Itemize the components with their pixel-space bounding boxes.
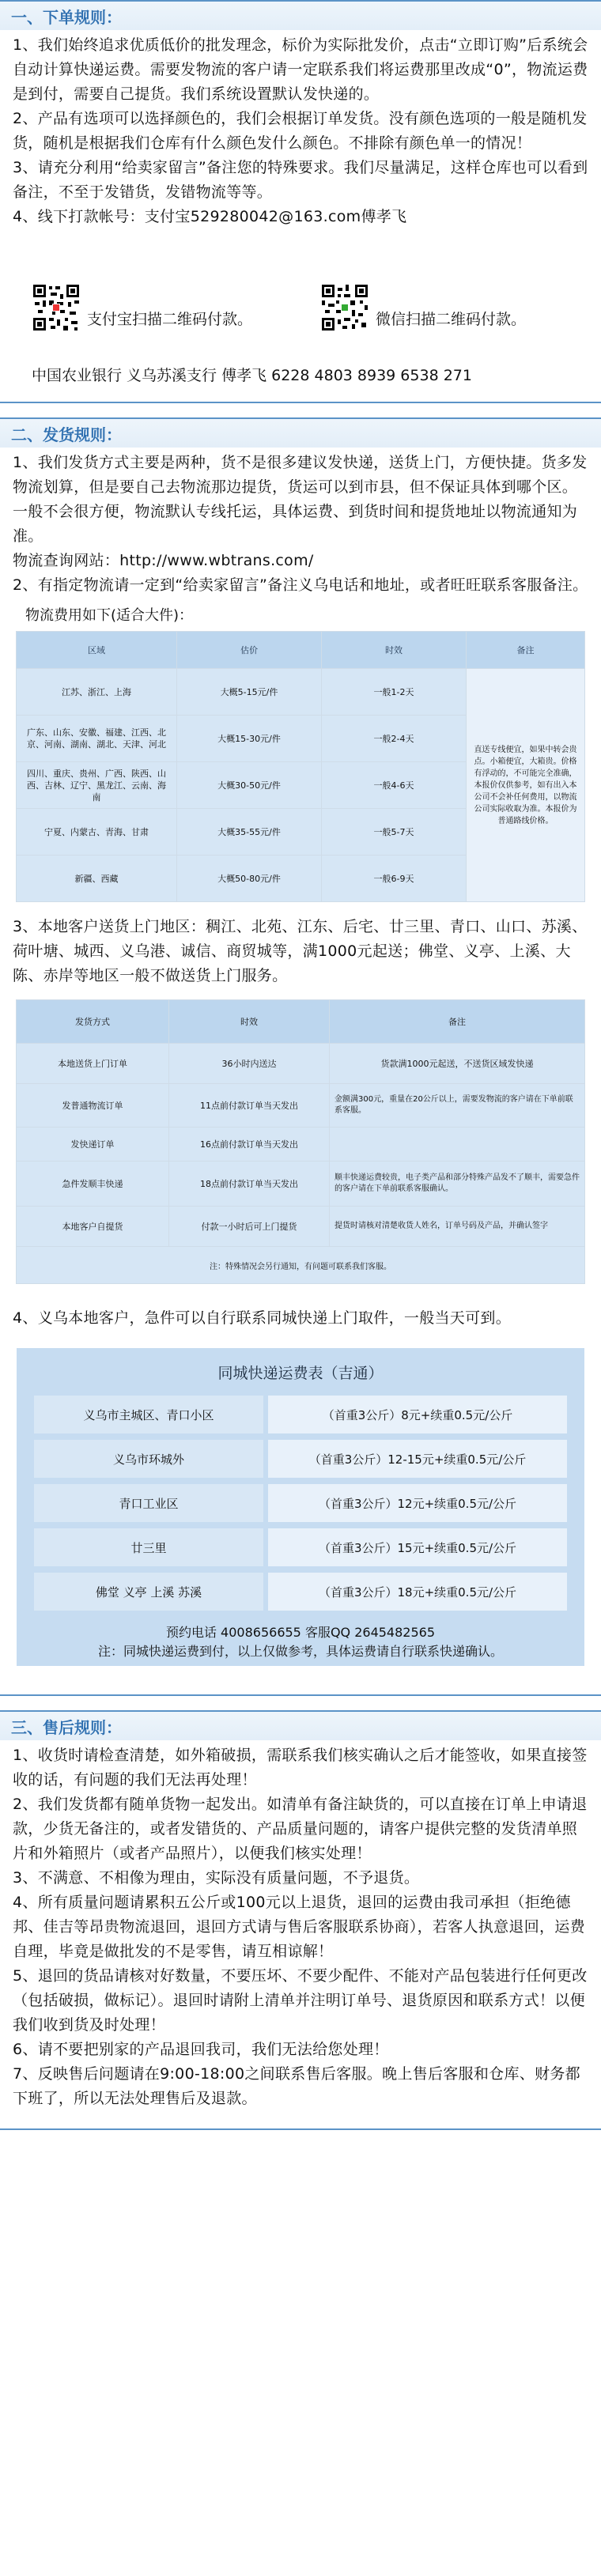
header-cell: 估价: [177, 632, 322, 669]
region-cell: 四川、重庆、贵州、广西、陕西、山西、吉林、辽宁、黑龙江、云南、海南: [17, 762, 177, 809]
price-cell: 大概35-55元/件: [177, 809, 322, 856]
table-row: [17, 1161, 585, 1207]
price-cell: 大概50-80元/件: [177, 856, 322, 902]
note-cell: 提货时请核对清楚收货人姓名，订单号码及产品，并确认签字: [330, 1207, 585, 1247]
header-cell: 时效: [169, 1000, 330, 1044]
after-sales-rule-7: 7、反映售后问题请在9:00-18:00之间联系售后客服。晚上售后客服和仓库、财务都下班了，所以无法处理售后及退款。: [13, 2065, 580, 2107]
price-cell: 大概30-50元/件: [177, 762, 322, 809]
area-cell: 义乌市主城区、青口小区: [34, 1396, 263, 1433]
table-row: [17, 1127, 585, 1161]
table-header-row: [17, 632, 585, 669]
table-row: [17, 1084, 585, 1127]
section-title: 二、发货规则：: [11, 425, 122, 444]
after-sales-rule-3: 3、不满意、不相像为理由，实际没有质量问题，不予退货。: [13, 1869, 420, 1887]
time-cell: 18点前付款订单当天发出: [169, 1161, 330, 1207]
bank-account: 中国农业银行 义乌苏溪支行 傅孝飞 6228 4803 8939 6538 271: [32, 367, 472, 384]
table-row: [34, 1528, 567, 1566]
section-after-sales-header: [0, 1710, 601, 1740]
time-cell: 一般4-6天: [322, 762, 467, 809]
price-cell: 大概15-30元/件: [177, 716, 322, 762]
after-sales-body: [0, 1740, 601, 2111]
table-row: [34, 1573, 567, 1611]
table-footer-row: [17, 1247, 585, 1284]
fee-cell: （首重3公斤）12-15元+续重0.5元/公斤: [268, 1440, 567, 1478]
section-shipping-rules-header: [0, 417, 601, 448]
alipay-qr-code-icon: [32, 283, 81, 332]
logistics-fee-caption: 物流费用如下(适合大件)：: [25, 607, 194, 624]
section-title: 三、售后规则：: [11, 1717, 122, 1737]
after-sales-rule-5: 5、退回的货品请核对好数量，不要压坏、不要少配件、不能对产品包装进行任何更改（包括破损，做标记）。退回时请附上清单并注明订单号、退货原因和联系方式！以便我们收到货及时处理！: [13, 1967, 588, 2034]
table-row: [17, 1207, 585, 1247]
after-sales-rule-1: 1、收货时请检查清楚，如外箱破损，需联系我们核实确认之后才能签收，如果直接签收的话，有问题的我们无法再处理！: [13, 1747, 588, 1788]
area-cell: 廿三里: [34, 1528, 263, 1566]
header-cell: 时效: [322, 632, 467, 669]
price-cell: 大概5-15元/件: [177, 669, 322, 716]
wechat-qr-code-icon: [320, 283, 369, 332]
note-cell: 顺丰快递运费较贵，电子类产品和部分特殊产品发不了顺丰，需要急件的客户请在下单前联系客服确认。: [330, 1161, 585, 1207]
city-express-title: 同城快递运费表（吉通）: [217, 1364, 384, 1382]
table-row: [17, 669, 585, 716]
area-cell: 佛堂 义亭 上溪 苏溪: [34, 1573, 263, 1611]
after-sales-rule-2: 2、我们发货都有随单货物一起发出。如清单有备注缺货的，可以直接在订单上申请退款，少货无备注的，或者发错货的、产品质量问题的，请客户提供完整的发货清单照片和外箱照片（或者产品照片），以便我们核实处理！: [13, 1796, 588, 1862]
order-rules-body: [0, 30, 601, 229]
after-sales-rule-6: 6、请不要把别家的产品退回我司，我们无法给您处理！: [13, 2041, 389, 2058]
city-express-footer: [17, 1617, 584, 1661]
local-delivery-text: [0, 902, 601, 988]
time-cell: 36小时内送达: [169, 1044, 330, 1084]
header-cell: 发货方式: [17, 1000, 169, 1044]
time-cell: 16点前付款订单当天发出: [169, 1127, 330, 1161]
method-cell: 急件发顺丰快递: [17, 1161, 169, 1207]
time-cell: 11点前付款订单当天发出: [169, 1084, 330, 1127]
order-rule-1: 1、我们始终追求优质低价的批发理念，标价为实际批发价，点击“立即订购”后系统会自动计算快递运费。需要发物流的客户请一定联系我们将运费那里改成“0”，物流运费是到付，需要自己提货。我们系统设置默认发快递的。: [13, 36, 588, 103]
shipping-rule-2: 2、有指定物流请一定到“给卖家留言”备注义乌电话和地址，或者旺旺联系客服备注。: [13, 576, 588, 594]
region-cell: 宁夏、内蒙古、青海、甘肃: [17, 809, 177, 856]
fee-cell: （首重3公斤）12元+续重0.5元/公斤: [268, 1484, 567, 1522]
fee-note-cell: 直送专线便宜，如果中转会贵点。小箱便宜，大箱贵。价格有浮动的，不可能完全准确，本报价仅供参考，如有出入本公司不会补任何费用，以物流公司实际收取为准。本报价为普通路线价格。: [467, 669, 585, 902]
area-cell: 青口工业区: [34, 1484, 263, 1522]
table-header-row: [17, 1000, 585, 1044]
time-cell: 一般5-7天: [322, 809, 467, 856]
method-cell: 本地客户自提货: [17, 1207, 169, 1247]
note-cell: 货款满1000元起送，不送货区域发快递: [330, 1044, 585, 1084]
fee-cell: （首重3公斤）8元+续重0.5元/公斤: [268, 1396, 567, 1433]
region-cell: 广东、山东、安徽、福建、江西、北京、河南、湖南、湖北、天津、河北: [17, 716, 177, 762]
time-cell: 一般2-4天: [322, 716, 467, 762]
region-cell: 江苏、浙江、上海: [17, 669, 177, 716]
shipping-rule-3: 3、本地客户送货上门地区：稠江、北苑、江东、后宅、廿三里、青口、山口、苏溪、荷叶塘、城西、义乌港、诚信、商贸城等，满1000元起送；佛堂、义亭、上溪、大陈、赤岸等地区一般不做送货上门服务。: [13, 918, 588, 984]
method-cell: 发快递订单: [17, 1127, 169, 1161]
note-cell: 金额满300元，重量在20公斤以上，需要发物流的客户请在下单前联系客服。: [330, 1084, 585, 1127]
payment-qr-row: [0, 229, 601, 332]
table-row: [34, 1396, 567, 1433]
table-row: [17, 1044, 585, 1084]
time-cell: 一般1-2天: [322, 669, 467, 716]
service-note: 注：特殊情况会另行通知，有问题可联系我们客服。: [17, 1247, 585, 1284]
order-rule-4: 4、线下打款帐号：支付宝529280042@163.com傅孝飞: [13, 208, 407, 225]
area-cell: 义乌市环城外: [34, 1440, 263, 1478]
city-express-note: 注：同城快递运费到付，以上仅做参考，具体运费请自行联系快递确认。: [97, 1644, 503, 1659]
section-order-rules-header: [0, 0, 601, 30]
order-rule-3: 3、请充分利用“给卖家留言”备注您的特殊要求。我们尽量满足，这样仓库也可以看到备注，不至于发错货，发错物流等等。: [13, 159, 588, 201]
city-express-fee-table: [17, 1348, 584, 1666]
header-cell: 备注: [330, 1000, 585, 1044]
header-cell: 区域: [17, 632, 177, 669]
order-rule-2: 2、产品有选项可以选择颜色的，我们会根据订单发货。没有颜色选项的一般是随机发货，随机是根据我们仓库有什么颜色发什么颜色。不排除有颜色单一的情况！: [13, 110, 588, 152]
table-row: [34, 1484, 567, 1522]
table-row: [34, 1440, 567, 1478]
time-cell: 付款一小时后可上门提货: [169, 1207, 330, 1247]
fee-cell: （首重3公斤）18元+续重0.5元/公斤: [268, 1573, 567, 1611]
logistics-fee-table: [16, 631, 585, 902]
shipping-rules-body: [0, 448, 601, 598]
alipay-qr-label: 支付宝扫描二维码付款。: [87, 311, 253, 328]
shipping-rule-1: 1、我们发货方式主要是两种，货不是很多建议发快递，送货上门，方便快捷。货多发物流划算，但是要自己去物流那边提货，货运可以到市县，但不保证具体到哪个区。一般不会很方便，物流默认专线托运，具体运费、到货时间和提货地址以物流通知为准。: [13, 454, 588, 545]
booking-phone: 预约电话 4008656655 客服QQ 2645482565: [165, 1625, 436, 1640]
method-cell: 本地送货上门订单: [17, 1044, 169, 1084]
logistics-tracking-site[interactable]: 物流查询网站：http://www.wbtrans.com/: [13, 552, 314, 569]
section-divider: [0, 2128, 601, 2130]
method-cell: 发普通物流订单: [17, 1084, 169, 1127]
delivery-service-table: [16, 999, 585, 1284]
fee-cell: （首重3公斤）15元+续重0.5元/公斤: [268, 1528, 567, 1566]
region-cell: 新疆、西藏: [17, 856, 177, 902]
section-title: 一、下单规则：: [11, 7, 122, 27]
header-cell: 备注: [467, 632, 585, 669]
after-sales-rule-4: 4、所有质量问题请累积五公斤或100元以上退货，退回的运费由我司承担（拒绝德邦、佳吉等昂贵物流退回，退回方式请与售后客服联系协商），若客人执意退回，运费自理，毕竟是做批发的不是零售，请互相谅解！: [13, 1894, 585, 1960]
note-cell: [330, 1127, 585, 1161]
wechat-qr-label: 微信扫描二维码付款。: [376, 311, 527, 328]
shipping-rule-4: 4、义乌本地客户，急件可以自行联系同城快递上门取件，一般当天可到。: [13, 1309, 511, 1327]
time-cell: 一般6-9天: [322, 856, 467, 902]
local-express-text: [0, 1284, 601, 1331]
